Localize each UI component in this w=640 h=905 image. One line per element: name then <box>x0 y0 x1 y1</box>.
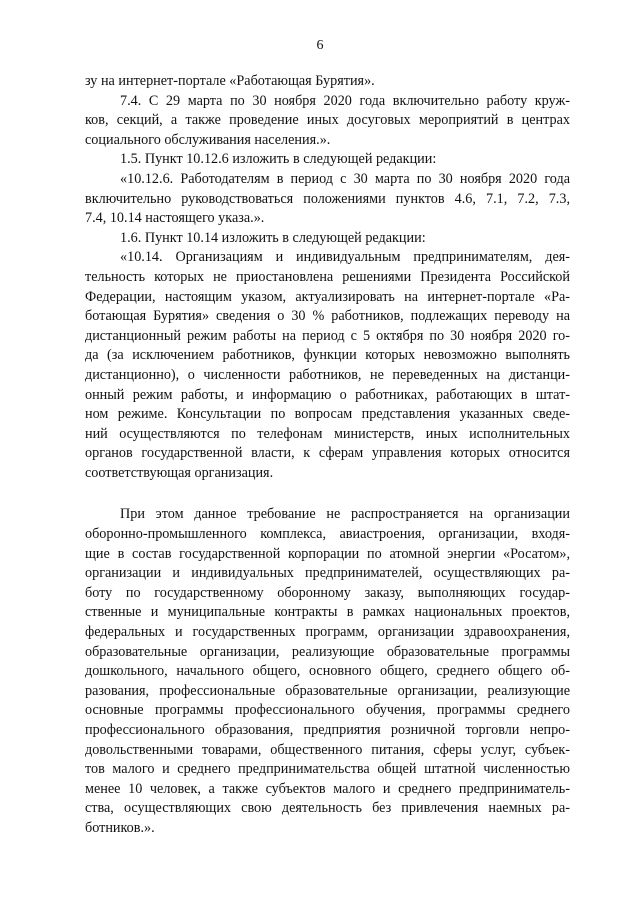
text-line: боту по государственному оборонному заказу, выполняющих государ- <box>85 584 570 601</box>
text-line: зу на интернет-портале «Работающая Бурятия». <box>85 73 375 89</box>
text-line: ботников.». <box>85 819 155 836</box>
text-line: ном режиме. Консультации по вопросам представления указанных сведе- <box>85 406 570 423</box>
text-line: социального обслуживания населения.». <box>85 131 331 148</box>
text-line: 1.6. Пункт 10.14 изложить в следующей редакции: <box>120 229 426 246</box>
text-line: ботающая Бурятия» сведения о 30 % работников, подлежащих переводу на <box>85 308 570 325</box>
text-line: онный режим работы, и информацию о работниках, работающих в штат- <box>85 386 570 403</box>
text-line: тельность которых не приостановлена решениями Президента Российской <box>85 268 570 285</box>
text-line: «10.12.6. Работодателям в период с 30 марта по 30 ноября 2020 года <box>120 170 570 187</box>
paragraph <box>85 170 570 229</box>
text-line: Федерации, настоящим указом, актуализировать на интернет-портале «Ра- <box>85 288 570 305</box>
text-line: тов малого и среднего предпринимательства общей штатной численностью <box>85 761 570 778</box>
text-line: менее 10 человек, а также субъектов малого и среднего предприниматель- <box>85 780 570 797</box>
text-line: 7.4, 10.14 настоящего указа.». <box>85 210 265 227</box>
paragraph-gap <box>85 483 570 505</box>
text-line: оборонно-промышленного комплекса, авиастроения, организации, входя- <box>85 526 570 543</box>
paragraph <box>85 72 570 92</box>
text-line: федеральных и государственных программ, организации здравоохранения, <box>85 624 570 641</box>
text-line: профессионального образования, предприятия розничной торговли непро- <box>85 722 570 738</box>
text-line: довольственными товарами, общественного питания, сферы услуг, субъек- <box>85 741 570 758</box>
text-line: ков, секций, а также проведение иных досуговых мероприятий в центрах <box>85 112 570 129</box>
text-line: щие в состав государственной корпорации по атомной энергии «Росатом», <box>85 545 570 562</box>
text-line: ственные и муниципальные контракты в рамках национальных проектов, <box>85 604 570 621</box>
text-line: дистанционно), о численности работников, не переведенных на дистанци- <box>85 366 570 383</box>
text-line: При этом данное требование не распространяется на организации <box>120 506 570 523</box>
text-line: дистанционный режим работы на период с 5 октября по 30 ноября 2020 го- <box>85 327 570 344</box>
text-line: основные программы профессионального обучения, программы среднего <box>85 702 570 719</box>
text-line: 1.5. Пункт 10.12.6 изложить в следующей редакции: <box>120 151 437 168</box>
text-line: образовательные организации, реализующие образовательные программы <box>85 643 570 660</box>
paragraph <box>85 229 570 249</box>
text-line: ний осуществляются по телефонам министерств, иных исполнительных <box>85 425 570 442</box>
text-line: организации и индивидуальных предпринимателей, осуществляющих ра- <box>85 565 570 582</box>
document-body <box>85 72 570 839</box>
page-number: 6 <box>316 38 324 53</box>
text-line: «10.14. Организациям и индивидуальным предпринимателям, дея- <box>120 249 570 266</box>
paragraph <box>85 505 570 838</box>
paragraph <box>85 92 570 151</box>
text-line: дошкольного, начального общего, основного общего, среднего общего об- <box>85 663 570 680</box>
text-line: ства, осуществляющих свою деятельность без привлечения наемных ра- <box>85 800 570 817</box>
text-line: 7.4. С 29 марта по 30 ноября 2020 года включительно работу круж- <box>120 92 570 109</box>
paragraph <box>85 248 570 483</box>
paragraph <box>85 150 570 170</box>
text-line: органов государственной власти, к сферам управления которых относится <box>85 445 570 462</box>
text-line: да (за исключением работников, функции которых невозможно выполнять <box>85 347 570 364</box>
text-line: соответствующая организация. <box>85 464 274 481</box>
text-line: разования, профессиональные образовательные организации, реализующие <box>85 682 570 699</box>
text-line: включительно руководствоваться положениями пунктов 4.6, 7.1, 7.2, 7.3, <box>85 190 570 207</box>
